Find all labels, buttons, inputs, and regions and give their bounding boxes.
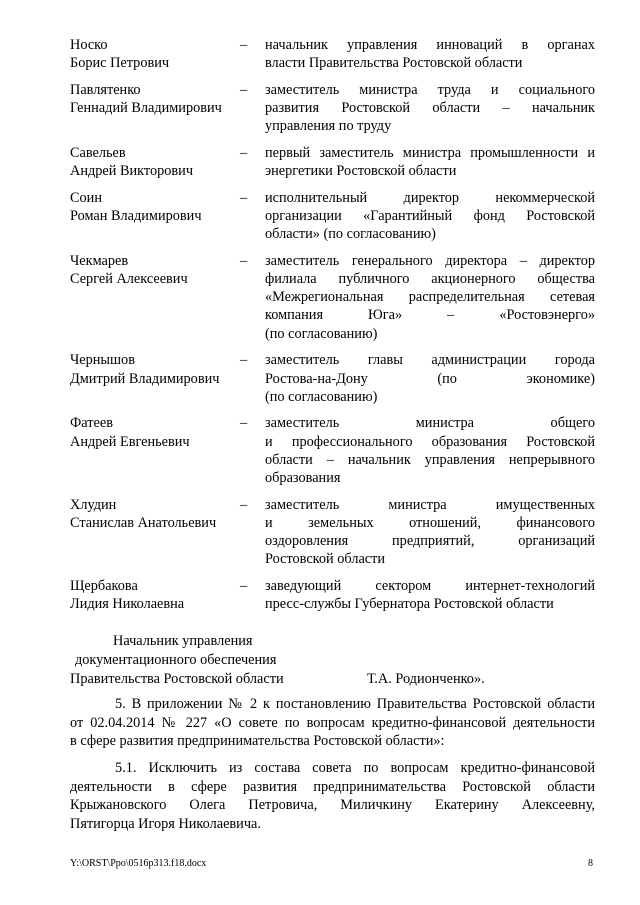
position-line: развития Ростовской области – начальник [265,100,595,117]
member-surname: Фатеев [70,415,113,432]
dash: – [240,496,248,513]
dash: – [240,252,248,269]
member-position [265,351,595,406]
position-line: «Межрегиональная распределительная сетевая [265,289,595,306]
signature-title-line2: документационного обеспечения [75,652,277,668]
member-surname: Чекмарев [70,252,129,269]
position-line: управления по труду [265,118,392,135]
position-line: области – начальник управления непрерывного [265,451,595,468]
page-number: 8 [588,858,593,869]
member-given-name: Геннадий Владимирович [70,100,222,117]
member-name [70,81,240,117]
member-row [0,144,640,180]
member-given-name: Дмитрий Владимирович [70,370,220,387]
member-given-name: Лидия Николаевна [70,596,185,613]
dash: – [240,352,248,369]
signatory-name: Т.А. Родионченко». [367,671,485,687]
member-row [0,351,640,406]
position-line: заместитель главы администрации города [265,352,595,369]
dash: – [240,189,248,206]
member-surname: Хлудин [70,496,117,513]
dash: – [240,144,248,161]
member-position [265,144,595,180]
member-row [0,496,640,569]
member-name [70,189,240,225]
member-row [0,252,640,343]
member-surname: Щербакова [70,577,138,594]
position-line: пресс-службы Губернатора Ростовской области [265,596,554,613]
position-line: (по согласованию) [265,325,378,342]
member-row [0,81,640,136]
member-row [0,189,640,244]
paragraph-line: 5. В приложении № 2 к постановлению Правительства Ростовской области [115,696,595,712]
position-line: филиала публичного акционерного общества [265,271,595,288]
dash: – [240,37,248,53]
member-name [70,252,240,288]
member-name [70,414,240,450]
paragraph-5 [70,695,595,751]
member-name [70,577,240,613]
paragraph-line: Пятигорца Игоря Николаевича. [70,815,261,832]
member-surname: Савельев [70,144,126,161]
position-line: (по согласованию) [265,388,378,405]
members-list [0,36,640,622]
position-line: заместитель министра общего [265,415,595,432]
dash: – [240,81,248,98]
paragraph-5-1 [70,759,595,833]
member-surname: Соин [70,189,102,206]
position-line: области» (по согласованию) [265,226,436,243]
member-name [70,36,240,72]
member-given-name: Сергей Алексеевич [70,271,188,288]
member-name [70,144,240,180]
member-position [265,577,595,613]
position-line: первый заместитель министра промышленности и [265,144,595,161]
member-position [265,36,595,72]
position-line: и профессионального образования Ростовской [265,433,595,450]
member-position [265,81,595,136]
member-surname: Павлятенко [70,81,141,98]
member-given-name: Станислав Анатольевич [70,514,217,531]
position-line: оздоровления предприятий, организаций [265,533,595,549]
position-line: Ростова-на-Дону (по экономике) [265,370,595,387]
member-name [70,496,240,532]
position-line: исполнительный директор некоммерческой [265,189,595,206]
member-given-name: Андрей Викторович [70,163,194,180]
paragraph-line: 5.1. Исключить из состава совета по вопросам кредитно-финансовой [115,760,595,776]
member-position [265,496,595,569]
paragraph-line: в сфере развития предпринимательства Ростовской области»: [70,733,445,749]
position-line: начальник управления инноваций в органах [265,37,595,53]
footer-file-path: Y:\ORST\Ppo\0516p313.f18.docx [70,858,207,869]
position-line: компания Юга» – «Ростовэнерго» [265,307,595,324]
member-surname: Носко [70,37,108,53]
dash: – [240,415,248,432]
position-line: организации «Гарантийный фонд Ростовской [265,208,595,224]
position-line: энергетики Ростовской области [265,163,457,180]
dash: – [240,577,248,594]
position-line: заведующий сектором интернет-технологий [265,577,595,594]
paragraph-line: деятельности в сфере развития предпринимательства Ростовской области [70,778,595,795]
position-line: власти Правительства Ростовской области [265,55,523,72]
position-line: и земельных отношений, финансового [265,514,595,531]
member-surname: Чернышов [70,352,135,369]
position-line: Ростовской области [265,551,386,568]
member-position [265,252,595,343]
member-given-name: Андрей Евгеньевич [70,433,190,450]
member-row [0,414,640,487]
position-line: заместитель генерального директора – директор [265,252,595,269]
signature-title-line1: Начальник управления [113,633,253,649]
member-row [0,577,640,613]
member-name [70,351,240,387]
paragraph-line: Крыжановского Олега Петровича, Миличкину Екатерину Алексеевну, [70,797,595,813]
paragraph-line: от 02.04.2014 № 227 «О совете по вопросам кредитно-финансовой деятельности [70,714,595,731]
member-row [0,36,640,72]
position-line: заместитель министра имущественных [265,496,595,513]
position-line: образования [265,469,341,486]
member-given-name: Борис Петрович [70,55,170,72]
member-given-name: Роман Владимирович [70,208,202,225]
member-position [265,414,595,487]
position-line: заместитель министра труда и социального [265,81,595,98]
member-position [265,189,595,244]
signature-title-line3: Правительства Ростовской области [70,671,284,687]
